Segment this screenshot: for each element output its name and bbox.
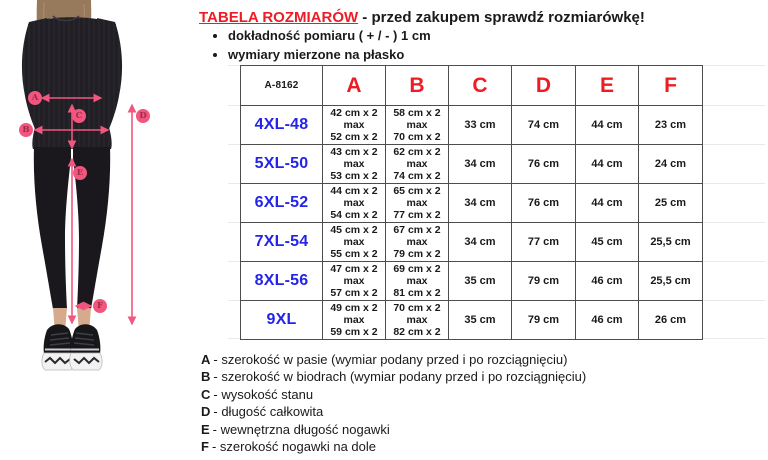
- legend-item-f: F - szerokość nogawki na dole: [201, 439, 376, 455]
- svg-text:C: C: [75, 111, 83, 121]
- size-name-cell: 5XL-50: [241, 145, 323, 184]
- table-row: [241, 262, 703, 301]
- legend-item-d: D - długość całkowita: [201, 404, 324, 420]
- measure-c-cell: 33 cm: [449, 106, 512, 145]
- measure-e-cell: 46 cm: [576, 262, 639, 301]
- table-header-row: [241, 66, 703, 106]
- measure-a-cell: 49 cm x 2 max 59 cm x 2: [323, 301, 386, 340]
- model-sneaker-left: [42, 324, 74, 370]
- badge-e: [73, 166, 87, 180]
- column-header-e: E: [576, 66, 639, 106]
- measure-f-cell: 25,5 cm: [639, 262, 703, 301]
- measure-f-cell: 23 cm: [639, 106, 703, 145]
- table-row: [241, 106, 703, 145]
- badge-b: [19, 123, 33, 137]
- size-name-cell: 4XL-48: [241, 106, 323, 145]
- model-measurement-photo: [0, 0, 190, 380]
- bullet-measure-accuracy: • dokładność pomiaru ( + / - ) 1 cm: [228, 28, 431, 44]
- measure-a-cell: 42 cm x 2 max 52 cm x 2: [323, 106, 386, 145]
- measure-b-cell: 58 cm x 2 max 70 cm x 2: [386, 106, 449, 145]
- table-row: [241, 223, 703, 262]
- column-header-a: A: [323, 66, 386, 106]
- measure-c-cell: 34 cm: [449, 223, 512, 262]
- measure-a-cell: 45 cm x 2 max 55 cm x 2: [323, 223, 386, 262]
- measure-e-cell: 45 cm: [576, 223, 639, 262]
- measure-d-cell: 76 cm: [512, 145, 576, 184]
- page-title-rest: - przed zakupem sprawdź rozmiarówkę!: [358, 9, 645, 26]
- size-name-cell: 6XL-52: [241, 184, 323, 223]
- measure-a-cell: 44 cm x 2 max 54 cm x 2: [323, 184, 386, 223]
- measure-f-cell: 26 cm: [639, 301, 703, 340]
- svg-text:D: D: [139, 111, 147, 121]
- intro-bullet-list: [214, 28, 431, 66]
- column-header-d: D: [512, 66, 576, 106]
- size-name-cell: 7XL-54: [241, 223, 323, 262]
- measure-d-cell: 79 cm: [512, 262, 576, 301]
- table-row: [241, 301, 703, 340]
- badge-d: [136, 109, 150, 123]
- measure-f-cell: 25,5 cm: [639, 223, 703, 262]
- measure-e-cell: 44 cm: [576, 184, 639, 223]
- measure-b-cell: 67 cm x 2 max 79 cm x 2: [386, 223, 449, 262]
- measure-a-cell: 47 cm x 2 max 57 cm x 2: [323, 262, 386, 301]
- measure-d-cell: 74 cm: [512, 106, 576, 145]
- page-title-highlight: TABELA ROZMIARÓW: [199, 9, 359, 26]
- measure-c-cell: 35 cm: [449, 262, 512, 301]
- svg-text:B: B: [22, 125, 30, 135]
- measure-c-cell: 34 cm: [449, 184, 512, 223]
- measure-d-cell: 76 cm: [512, 184, 576, 223]
- legend-item-a: A - szerokość w pasie (wymiar podany przed i po rozciągnięciu): [201, 352, 568, 367]
- badge-f: [93, 299, 107, 313]
- measure-e-cell: 44 cm: [576, 106, 639, 145]
- measurement-legend: [201, 351, 586, 455]
- measure-b-cell: 65 cm x 2 max 77 cm x 2: [386, 184, 449, 223]
- measure-c-cell: 35 cm: [449, 301, 512, 340]
- svg-text:F: F: [96, 301, 104, 311]
- badge-a: [28, 91, 42, 105]
- model-sneaker-right: [70, 324, 102, 370]
- legend-item-b: B - szerokość w biodrach (wymiar podany przed i po rozciągnięciu): [201, 369, 587, 385]
- measure-e-cell: 44 cm: [576, 145, 639, 184]
- table-row: [241, 184, 703, 223]
- column-header-b: B: [386, 66, 449, 106]
- column-header-f: F: [639, 66, 703, 106]
- svg-text:E: E: [76, 168, 84, 178]
- size-name-cell: 9XL: [241, 301, 323, 340]
- measure-e-cell: 46 cm: [576, 301, 639, 340]
- measure-b-cell: 69 cm x 2 max 81 cm x 2: [386, 262, 449, 301]
- measure-d-cell: 77 cm: [512, 223, 576, 262]
- page-title: [199, 9, 645, 26]
- size-table: [240, 65, 703, 340]
- table-row: [241, 145, 703, 184]
- size-name-cell: 8XL-56: [241, 262, 323, 301]
- svg-text:A: A: [31, 93, 39, 103]
- measure-c-cell: 34 cm: [449, 145, 512, 184]
- model-code-cell: A-8162: [241, 66, 323, 106]
- bullet-measured-flat: • wymiary mierzone na płasko: [228, 47, 431, 63]
- measure-a-cell: 43 cm x 2 max 53 cm x 2: [323, 145, 386, 184]
- legend-item-c: C - wysokość stanu: [201, 386, 314, 402]
- measure-b-cell: 62 cm x 2 max 74 cm x 2: [386, 145, 449, 184]
- measure-f-cell: 25 cm: [639, 184, 703, 223]
- column-header-c: C: [449, 66, 512, 106]
- badge-c: [72, 109, 86, 123]
- measure-b-cell: 70 cm x 2 max 82 cm x 2: [386, 301, 449, 340]
- measure-d-cell: 79 cm: [512, 301, 576, 340]
- legend-item-e: E - wewnętrzna długość nogawki: [201, 421, 390, 437]
- measure-f-cell: 24 cm: [639, 145, 703, 184]
